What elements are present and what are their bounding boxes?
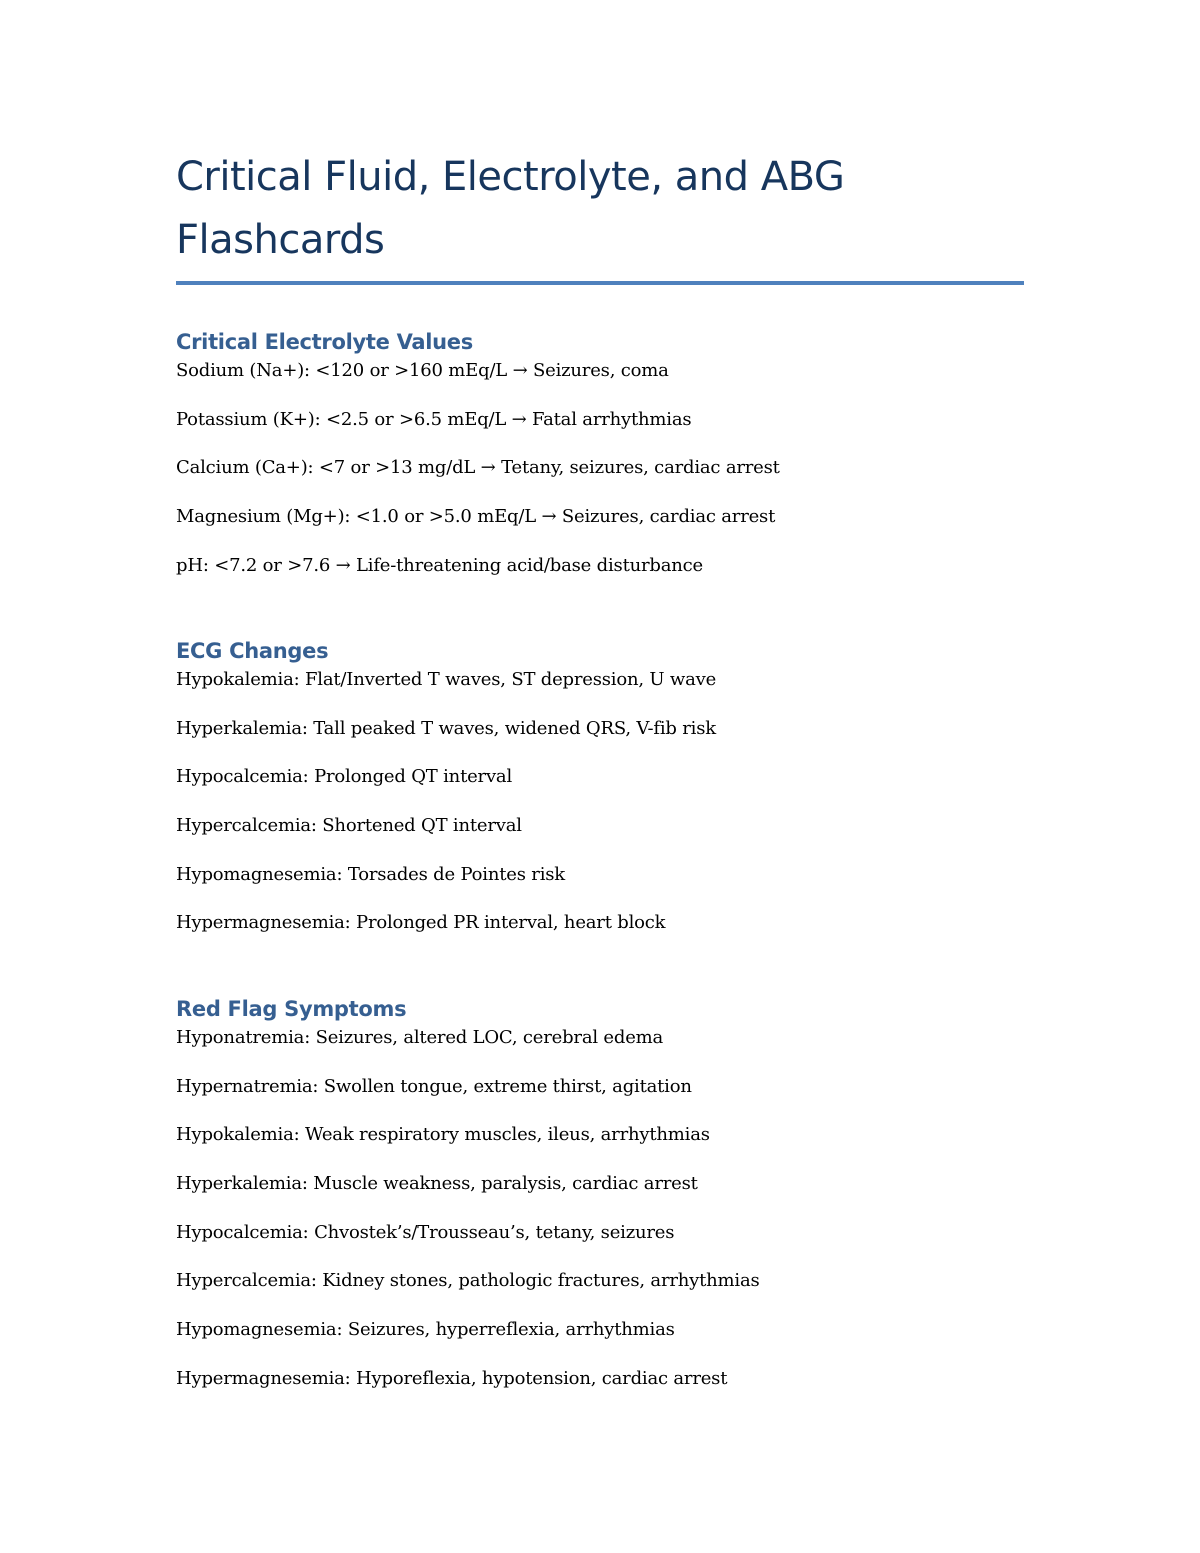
list-item: Hypomagnesemia: Torsades de Pointes risk bbox=[176, 863, 565, 885]
list-item: Hypocalcemia: Chvostek’s/Trousseau’s, tetany, seizures bbox=[176, 1221, 675, 1243]
list-item: Hypercalcemia: Shortened QT interval bbox=[176, 815, 522, 837]
list-item: Potassium (K+): <2.5 or >6.5 mEq/L → Fatal arrhythmias bbox=[176, 408, 692, 430]
list-item: Hyponatremia: Seizures, altered LOC, cerebral edema bbox=[176, 1027, 664, 1048]
list-item: Hyperkalemia: Muscle weakness, paralysis, cardiac arrest bbox=[176, 1173, 698, 1195]
list-item: Hypernatremia: Swollen tongue, extreme thirst, agitation bbox=[176, 1075, 692, 1097]
section-critical-electrolyte-values bbox=[176, 326, 1024, 601]
list-item: Hypocalcemia: Prolonged QT interval bbox=[176, 766, 513, 788]
list-item: Sodium (Na+): <120 or >160 mEq/L → Seizures, coma bbox=[176, 360, 669, 381]
title-underline bbox=[176, 281, 1024, 285]
section-heading: ECG Changes bbox=[176, 639, 329, 663]
list-item: Calcium (Ca+): <7 or >13 mg/dL → Tetany, seizures, cardiac arrest bbox=[176, 457, 780, 479]
document-page bbox=[176, 146, 1024, 1389]
section-heading: Red Flag Symptoms bbox=[176, 997, 407, 1021]
section-heading: Critical Electrolyte Values bbox=[176, 330, 473, 354]
section-ecg-changes bbox=[176, 635, 1024, 959]
section-red-flag-symptoms bbox=[176, 993, 1024, 1415]
list-item: Hypermagnesemia: Hyporeflexia, hypotension, cardiac arrest bbox=[176, 1367, 728, 1389]
list-item: Hypokalemia: Weak respiratory muscles, ileus, arrhythmias bbox=[176, 1124, 710, 1146]
document-title: Critical Fluid, Electrolyte, and ABG Flashcards bbox=[176, 154, 845, 263]
list-item: Hypercalcemia: Kidney stones, pathologic fractures, arrhythmias bbox=[176, 1270, 760, 1292]
list-item: Hypokalemia: Flat/Inverted T waves, ST depression, U wave bbox=[176, 669, 717, 690]
list-item: Hyperkalemia: Tall peaked T waves, widened QRS, V-fib risk bbox=[176, 717, 716, 739]
list-item: Hypermagnesemia: Prolonged PR interval, heart block bbox=[176, 912, 666, 934]
list-item: Magnesium (Mg+): <1.0 or >5.0 mEq/L → Seizures, cardiac arrest bbox=[176, 506, 776, 528]
list-item: Hypomagnesemia: Seizures, hyperreflexia, arrhythmias bbox=[176, 1319, 675, 1341]
list-item: pH: <7.2 or >7.6 → Life-threatening acid/base disturbance bbox=[176, 554, 703, 576]
